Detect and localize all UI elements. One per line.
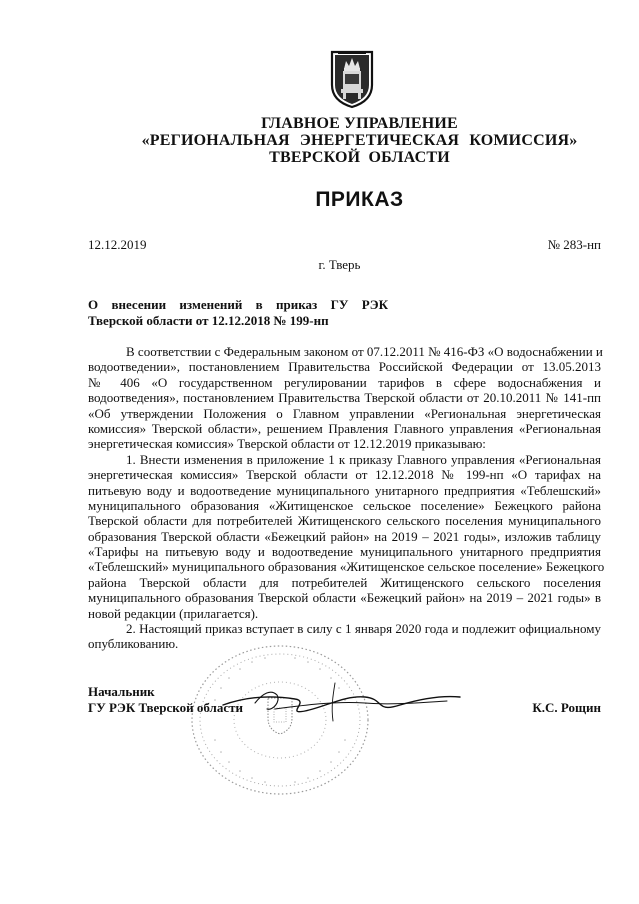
body-line: Тверской области для потребителей Житищенского сельского поселения муниципального	[88, 513, 601, 529]
body-line: энергетическая комиссия» Тверской области от 12.12.2018 № 199-нп «О тарифах на	[88, 467, 601, 483]
signer-position-line: ГУ РЭК Тверской области	[88, 699, 243, 715]
body-line: «Об утверждении Положения о Главном управлении «Региональная энергетическая	[88, 405, 601, 421]
signer-position	[88, 684, 243, 715]
body-line: новой редакции (прилагается).	[88, 605, 259, 621]
signer-position-line: Начальник	[88, 684, 155, 699]
body-line: энергетическая комиссия» Тверской области от 12.12.2019 приказываю:	[88, 436, 486, 452]
body-line: опубликованию.	[88, 636, 179, 652]
subject-line: Тверской области от 12.12.2018 № 199-нп	[88, 312, 329, 328]
body-line: № 406 «О государственном регулировании тарифов в сфере водоснабжения и	[88, 374, 601, 390]
subject-line: О внесении изменений в приказ ГУ РЭК	[88, 297, 388, 312]
order-title: ПРИКАЗ	[315, 188, 404, 211]
signer-name: К.С. Рощин	[532, 700, 601, 715]
tver-coat-of-arms-icon	[329, 49, 375, 109]
agency-name-line3: ТВЕРСКОЙ ОБЛАСТИ	[269, 149, 450, 166]
body-line: района Тверской области для потребителей Житищенского сельского поселения	[88, 574, 601, 590]
body-line: водоотведения», постановлением Правительства Тверской области от 20.10.2011 № 141-пп	[88, 390, 601, 406]
document-number: № 283-нп	[547, 237, 601, 252]
body-line: образования Тверской области «Бежецкий район» на 2019 – 2021 годы», изложив таблицу	[88, 528, 601, 544]
order-subject	[88, 297, 388, 328]
body-line: «Теблешский» муниципального образования «Житищенское сельское поселение» Бежецкого	[88, 559, 605, 575]
body-line: «Тарифы на питьевую воду и водоотведение муниципального унитарного предприятия	[88, 544, 601, 560]
body-line: питьевую воду и водоотведение муниципального унитарного предприятия «Теблешский»	[88, 482, 601, 498]
order-body	[88, 344, 605, 652]
document-date: 12.12.2019	[88, 237, 147, 252]
body-line: В соответствии с Федеральным законом от 07.12.2011 № 416-ФЗ «О водоснабжении и	[126, 344, 603, 359]
body-line: муниципального образования «Житищенское сельское поселение» Бежецкого района	[88, 497, 601, 513]
agency-name-line1: ГЛАВНОЕ УПРАВЛЕНИЕ	[261, 115, 458, 132]
body-line: 2. Настоящий приказ вступает в силу с 1 января 2020 года и подлежит официальному	[126, 621, 601, 637]
document-city: г. Тверь	[318, 257, 361, 272]
body-line: муниципального образования Тверской области «Бежецкий район» на 2019 – 2021 годы» в	[88, 590, 601, 606]
body-line: 1. Внести изменения в приложение 1 к приказу Главного управления «Региональная	[126, 451, 601, 467]
handwritten-signature-icon	[215, 675, 465, 730]
body-line: комиссия» Тверской области», решением Правления Главного управления «Региональная	[88, 420, 601, 436]
body-line: водоотведении», постановлением Правительства Российской Федерации от 13.05.2013	[88, 359, 601, 375]
agency-name-line2: «РЕГИОНАЛЬНАЯ ЭНЕРГЕТИЧЕСКАЯ КОМИССИЯ»	[141, 132, 578, 149]
